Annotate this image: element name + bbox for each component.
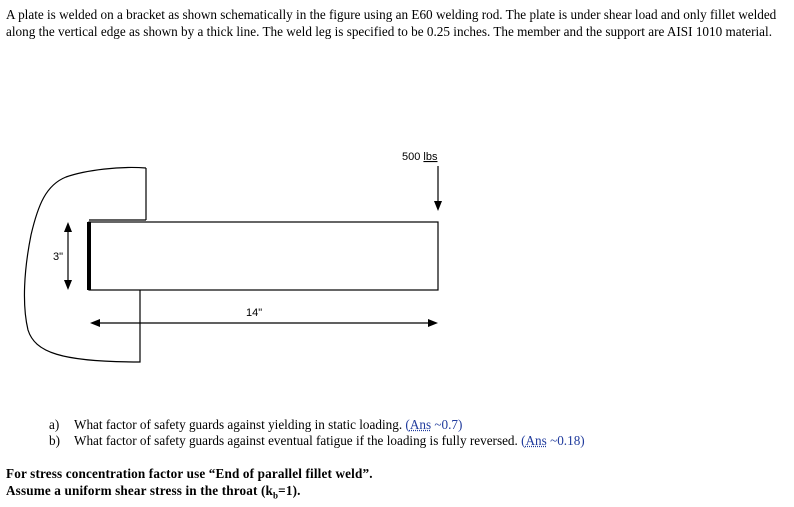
shear-assumption-note (6, 482, 786, 505)
question-text: What factor of safety guards against yielding in static loading. (74, 417, 406, 432)
length-label: 14" (246, 307, 263, 319)
question-a (49, 417, 789, 433)
load-value: 500 (402, 151, 424, 163)
answer-value: ~0.18) (546, 433, 585, 448)
question-letter: a) (49, 417, 60, 432)
height-label: 3" (53, 251, 64, 263)
shear-note-subscript: b (273, 490, 279, 501)
question-list (49, 417, 789, 449)
shear-note-suffix: =1). (278, 483, 301, 498)
answer-word: Ans (525, 433, 547, 448)
answer-word: Ans (409, 417, 432, 432)
question-b (49, 433, 789, 449)
plate (89, 222, 438, 290)
answer-hint: (Ans ~0.7) (405, 417, 463, 432)
load-arrow (434, 166, 442, 211)
stress-concentration-note: For stress concentration factor use “End of parallel fillet weld”. (6, 466, 373, 481)
notes (6, 465, 786, 505)
load-label (402, 151, 438, 163)
shear-note-prefix: Assume a uniform shear stress in the throat (k (6, 483, 273, 498)
answer-value: ~0.7) (431, 417, 463, 432)
load-unit: lbs (423, 151, 438, 163)
height-dimension-arrow (64, 222, 72, 290)
question-letter: b) (49, 433, 60, 448)
length-dimension-arrow (90, 319, 438, 327)
answer-hint: (Ans ~0.18) (521, 433, 585, 448)
problem-statement: A plate is welded on a bracket as shown schematically in the figure using an E60 welding rod. The plate is under shear load and only fillet welded along the vertical edge as shown by a thick line. The weld leg is specified to be 0.25 inches. The member and the support are AISI 1010 material. (6, 7, 777, 39)
question-text: What factor of safety guards against eventual fatigue if the loading is fully reversed. (74, 433, 522, 448)
